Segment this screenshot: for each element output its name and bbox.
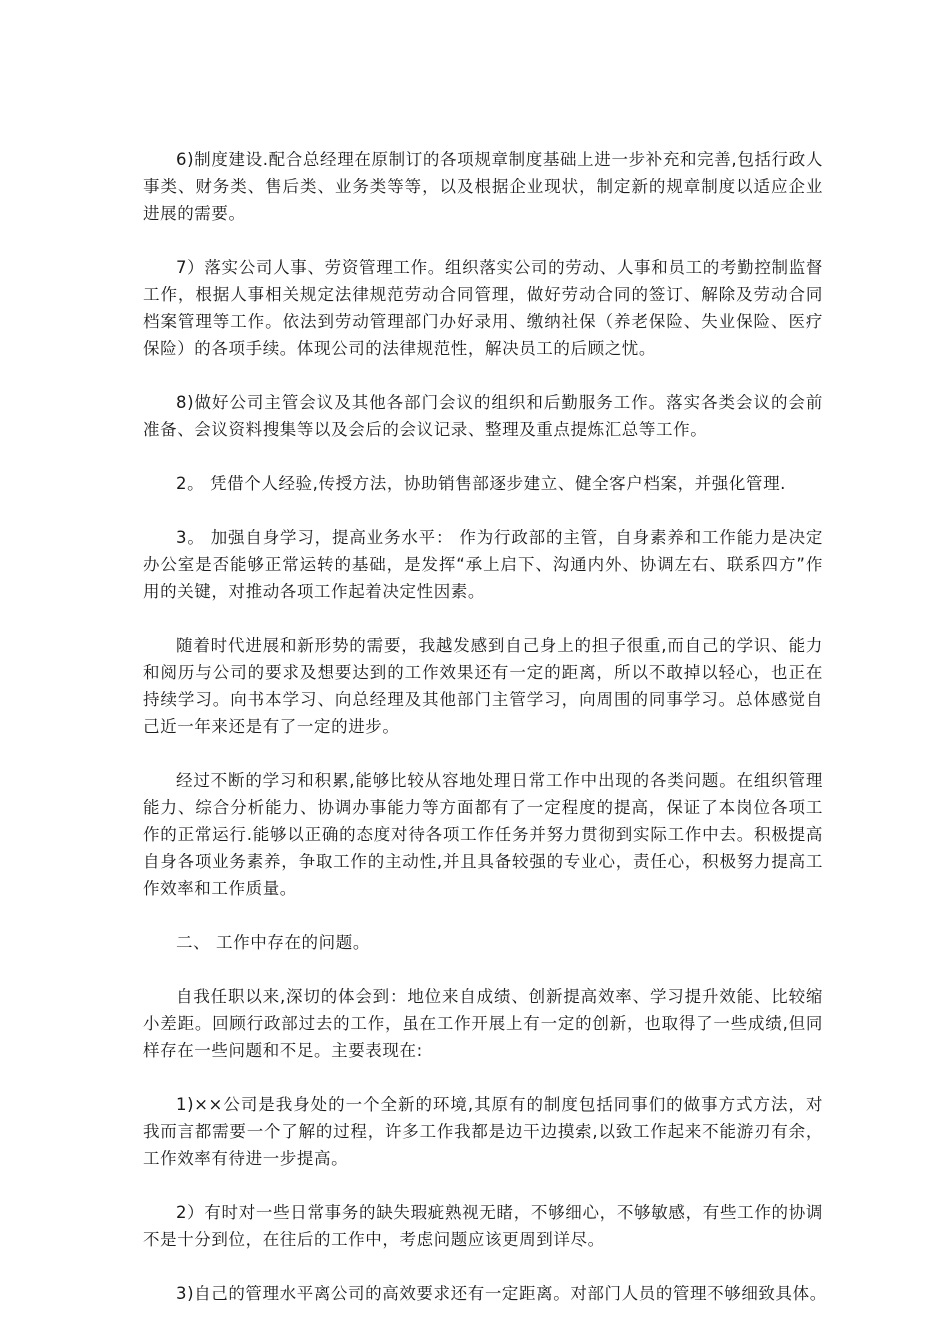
paragraph-item-8: 8)做好公司主管会议及其他各部门会议的组织和后勤服务工作。落实各类会议的会前准备、会议资料搜集等以及会后的会议记录、整理及重点提炼汇总等工作。 <box>143 393 823 439</box>
paragraph-problem-3: 3)自己的管理水平离公司的高效要求还有一定距离。对部门人员的管理不够细致具体。 <box>176 1284 827 1303</box>
paragraph-point-2: 2。 凭借个人经验,传授方法，协助销售部逐步建立、健全客户档案，并强化管理. <box>176 474 787 493</box>
paragraph-item-7: 7）落实公司人事、劳资管理工作。组织落实公司的劳动、人事和员工的考勤控制监督工作，根据人事相关规定法律规范劳动合同管理，做好劳动合同的签订、解除及劳动合同档案管理等工作。依法到劳动管理部门办好录用、缴纳社保（养老保险、失业保险、医疗保险）的各项手续。体现公司的法律规范性，解决员工的后顾之忧。 <box>143 258 823 358</box>
paragraph-item-6: 6)制度建设.配合总经理在原制订的各项规章制度基础上进一步补充和完善,包括行政人事类、财务类、售后类、业务类等等，以及根据企业现状，制定新的规章制度以适应企业进展的需要。 <box>143 150 823 223</box>
document-body <box>143 146 827 1307</box>
paragraph-self-review: 自我任职以来,深切的体会到：地位来自成绩、创新提高效率、学习提升效能、比较缩小差距。回顾行政部过去的工作，虽在工作开展上有一定的创新，也取得了一些成绩,但同样存在一些问题和不足。主要表现在: <box>143 987 823 1060</box>
paragraph-problem-2: 2）有时对一些日常事务的缺失瑕疵熟视无睹，不够细心，不够敏感，有些工作的协调不是十分到位，在往后的工作中，考虑问题应该更周到详尽。 <box>143 1203 823 1249</box>
paragraph-problem-1: 1)××公司是我身处的一个全新的环境,其原有的制度包括同事们的做事方式方法，对我而言都需要一个了解的过程，许多工作我都是边干边摸索,以致工作起来不能游刃有余，工作效率有待进一步提高。 <box>143 1095 823 1168</box>
paragraph-point-3: 3。 加强自身学习，提高业务水平： 作为行政部的主管，自身素养和工作能力是决定办公室是否能够正常运转的基础，是发挥“承上启下、沟通内外、协调左右、联系四方”作用的关键，对推动各项工作起着决定性因素。 <box>143 528 823 601</box>
paragraph-progress: 随着时代进展和新形势的需要，我越发感到自己身上的担子很重,而自己的学识、能力和阅历与公司的要求及想要达到的工作效果还有一定的距离，所以不敢掉以轻心，也正在持续学习。向书本学习、向总经理及其他部门主管学习，向周围的同事学习。总体感觉自己近一年来还是有了一定的进步。 <box>143 636 823 736</box>
section-heading-problems: 二、 工作中存在的问题。 <box>176 933 370 952</box>
paragraph-learning: 经过不断的学习和积累,能够比较从容地处理日常工作中出现的各类问题。在组织管理能力、综合分析能力、协调办事能力等方面都有了一定程度的提高，保证了本岗位各项工作的正常运行.能够以正确的态度对待各项工作任务并努力贯彻到实际工作中去。积极提高自身各项业务素养，争取工作的主动性,并且具备较强的专业心，责任心，积极努力提高工作效率和工作质量。 <box>143 771 823 898</box>
